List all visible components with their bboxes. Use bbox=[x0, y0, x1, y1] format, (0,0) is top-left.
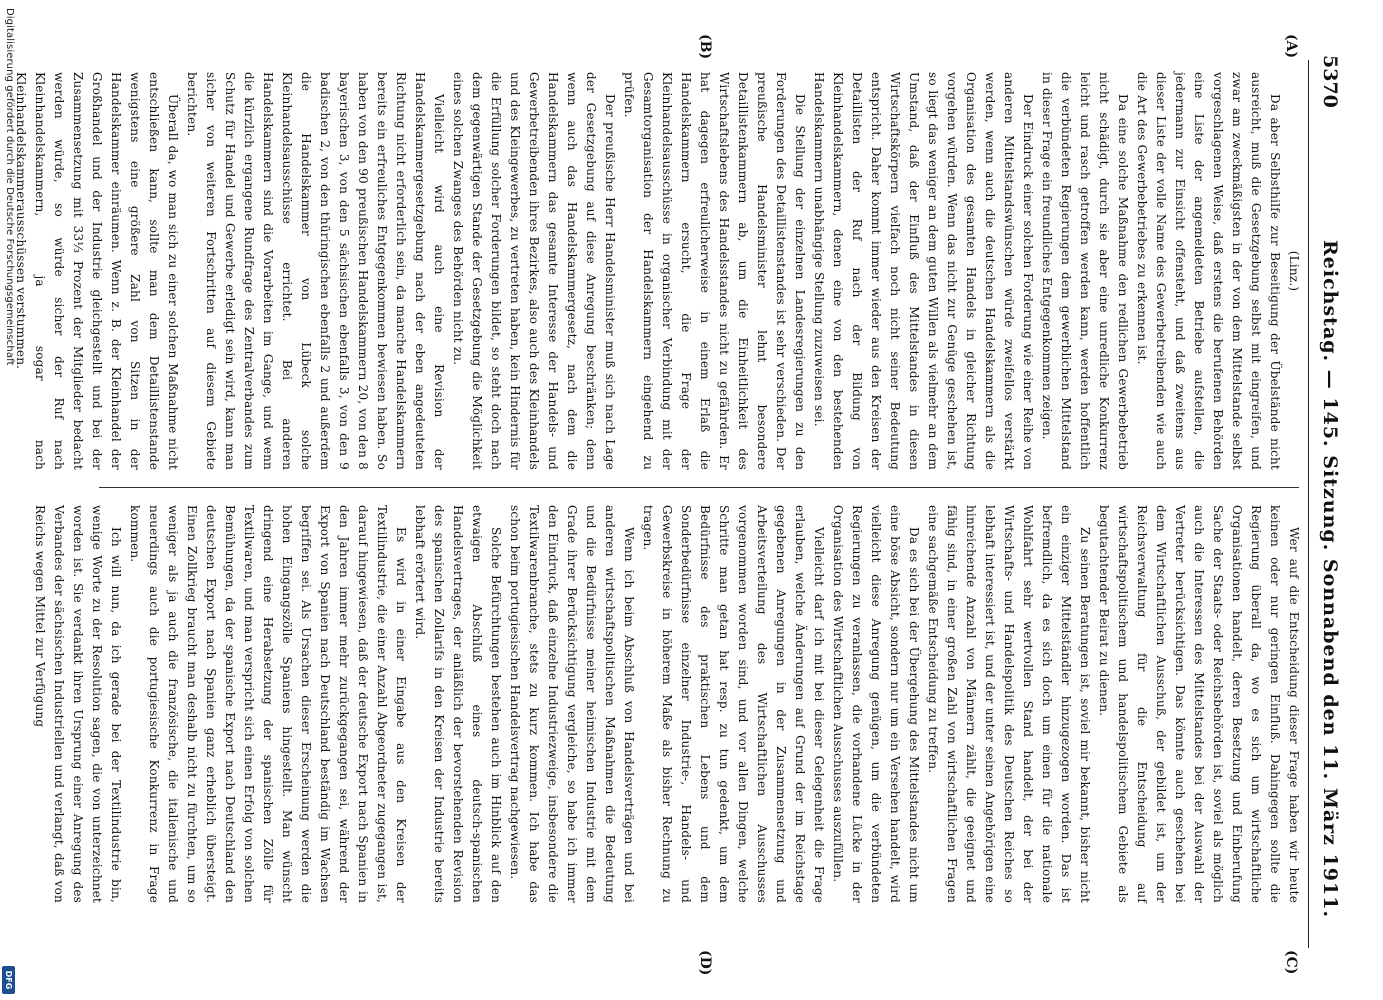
paragraph: Ich will nun, da ich gerade bei der Textilindustrie bin, wenige Worte zu der Resolution sagen, die von unterzeichnet worden ist. Sie verdankt ihren Ursprung einer Anregung des Verbandes der sächsischen Industriellen und verlangt, daß von Reichs wegen Mittel zur Verfügung bbox=[33, 505, 123, 903]
funding-note: Digitalisierung gefördert durch die Deutsche Forschungsgemeinschaft bbox=[4, 8, 15, 366]
paragraph: Solche Befürchtungen bestehen auch im Hinblick auf den etwaigen Abschluß eines deutsch-spanischen Handelsvertrages, der anläßlich der bevorstehenden Revision des spanischen Zollarifs in den Kreisen der Industrie bereits lebhaft erörtert wird. bbox=[413, 505, 503, 903]
paragraph: Der preußische Herr Handelsminister muß sich nach Lage der Gesetzgebung auf diese Anregung beschränken; denn wenn auch das Handelskammergesetz, nach dem die Handelskammern das gesamte Interesse der Handels- und Gewerbetreibenden ihres Bezirkes, also auch des Kleinhandels und des Kleingewerbes, zu vertreten haben, kein Hindernis für die Erfüllung solcher Forderungen bildet, so steht doch nach dem gegenwärtigen Stande der Gesetzgebung die Möglichkeit eines solchen Zwanges des Behörden nicht zu. bbox=[451, 72, 617, 470]
paragraph: Vielleicht wird auch eine Revision der Handelskammergesetzgebung nach der eben angedeuteten Richtung nicht erforderlich sein, da manche Handelskammern bereits ein erfreuliches Entgegenkommen bewiesen haben. So haben von den 90 preußischen Handelskammern 20, von den 8 bayerischen 3, von den 5 sächsischen ebenfalls 3, von den 9 badischen 2, von den thüringischen ebenfalls 2 und außerdem die Handelskammer von Lübeck solche Kleinhandelsausschüsse errichtet. Bei anderen Handelskammern sind die Vorarbeiten im Gange, und wenn die kürzlich ergangene Rundfrage des Zentralverbandes zum Schutz für Handel und Gewerbe erledigt sein wird, kann man sicher von weiteren Fortschritten auf diesem Gebiete berichten. bbox=[185, 72, 446, 470]
paragraph: Überall da, wo man sich zu einer solchen Maßnahme nicht entschließen kann, sollte man dem Detaillistenstande wenigstens eine größere Zahl von Sitzen in der Handelskammer einräumen. Wenn z. B. der Kleinhandel der Großhandel und der Industrie gleichgestellt und bei der Zusammensetzung mit 33⅓ Prozent der Mitglieder bedacht werden würde, so würde sicher der Ruf nach Kleinhandelskammern, ja sogar nach Kleinhandelskammerausschüssen verstummen. bbox=[14, 72, 180, 470]
margin-marker-d: (D) bbox=[697, 950, 713, 976]
paragraph: Zu seinen Beratungen ist, soviel mir bekannt, bisher nicht ein einziger Mittelständler hinzugezogen worden. Das ist befremdlich, da es sich doch um einen für die nationale Wohlfahrt sehr wertvollen Stand handelt, der bei der Wirtschafts- und Handelspolitik des Deutschen Reiches so lebhaft interessiert ist, und der unter seinen Angehörigen eine hinreichende Anzahl von Männern zählt, die geeignet und fähig sind, in einer großen Zahl von wirtschaftlichen Fragen eine sachgemäße Entscheidung zu treffen. bbox=[926, 505, 1092, 903]
digitization-notice bbox=[1, 0, 15, 1000]
right-column bbox=[30, 505, 1303, 903]
paragraph: Der Eindruck einer solchen Forderung wie einer Reihe von anderen Mittelstandswünschen würde zweifellos verstärkt werden, wenn auch die deutschen Handelskammern als die Organisation des gesamten Handels in gleicher Richtung vorgehen würden. Wenn das nicht zur Genüge geschehen ist, so liegt das weniger an dem guten Willen als vielmehr an dem Umstand, daß der Einfluß des Mittelstandes in diesen Wirtschaftskörpern vielfach noch nicht seiner Bedeutung entspricht. Daher kommt immer wieder aus den Kreisen der Detaillisten der Ruf nach der Bildung von Kleinhandelskammern, denen eine von den bestehenden Handelskammern unabhängige Stellung zuzuweisen sei. bbox=[812, 72, 1035, 470]
margin-marker-c: (C) bbox=[1283, 950, 1299, 975]
running-header bbox=[1313, 0, 1341, 1000]
margin-marker-b: (B) bbox=[697, 34, 713, 60]
column-divider bbox=[99, 487, 1299, 488]
left-column bbox=[11, 72, 1303, 470]
page-number: 5370 bbox=[1319, 55, 1341, 108]
paragraph: Die Stellung der einzelnen Landesregierungen zu den Forderungen des Detaillistenstandes ist sehr verschieden. Der preußische Handelsminister lehnt besondere Detaillistenkammern ab, um die Einheitlichkeit des Wirtschaftslebens des Handelsstandes nicht zu gefährden. Er hat dagegen erfreulicherweise in einem Erlaß die Handelskammern ersucht, die Frage der Kleinhandelsausschüsse in organischer Verbindung mit der Gesamtorganisation der Handelskammern eingehend zu prüfen. bbox=[622, 72, 807, 470]
paragraph: Vielleicht darf ich mit bei dieser Gelegenheit die Frage erlauben, welche Änderungen auf Grund der im Reichstage gegebenen Anregungen in der Zusammensetzung und Arbeitsverteilung des Wirtschaftlichen Ausschusses vorgenommen worden sind, und vor allen Dingen, welche Schritte man getan hat resp. zu tun gedenkt, um dem Bedürfnisse des praktischen Lebens und dem Sonderbedürfnisse einzelner Industrie-, Handels- und Gewerbskreise in höherem Maße als bisher Rechnung zu tragen. bbox=[641, 505, 826, 903]
speaker-name: (Linz.) bbox=[1287, 250, 1301, 292]
page-title: Reichstag. — 145. Sitzung. Sonnabend den 11. März 1911. bbox=[1319, 240, 1341, 919]
paragraph: Da eine solche Maßnahme den redlichen Gewerbebetrieb nicht schädigt, durch sie aber eine unredliche Konkurrenz leicht und rasch getroffen werden kann, werden hoffentlich die verbündeten Regierungen dem gewerblichen Mittelstand in dieser Frage ein freundliches Entgegenkommen zeigen. bbox=[1040, 72, 1130, 470]
dfg-logo: DFG bbox=[2, 966, 15, 994]
header-rule bbox=[1308, 60, 1309, 948]
paragraph: Wenn ich beim Abschluß von Handelsverträgen und bei anderen wirtschaftspolitischen Maßnahmen die Bedeutung und die Bedürfnisse meiner heimischen Industrie mit dem Grade ihrer Berücksichtigung vergleiche, so habe ich immer den Eindruck, daß einzelne Industriezweige, insbesondere die Textilwarenbranche, stets zu kurz kommen. Ich habe das schon beim portugiesischen Handelsvertrag nachgewiesen. bbox=[508, 505, 636, 903]
paragraph: Da aber Selbsthilfe zur Beseitigung der Übelstände nicht ausreicht, muß die Gesetzgebung selbst mit eingreifen, und zwar am zweckmäßigsten in der von dem Mittelstande selbst vorgeschlagenen Weise, daß erstens die berufenen Behörden eine Liste der angemeldeten Betriebe aufstellen, die jedermann zur Einsicht offensteht, und daß zweitens aus dieser Liste der volle Name des Gewerbetreibenden wie auch die Art des Gewerbebetriebes zu erkennen ist. bbox=[1135, 72, 1282, 470]
paragraph: Es wird in einer Eingabe aus den Kreisen der Textilindustrie, die einer Anzahl Abgeordneter zugegangen ist, darauf hingewiesen, daß der deutsche Export nach Spanien in den Jahren immer mehr zurückgegangen sei, während der Export von Spanien nach Deutschland beständig im Wachsen begriffen sei. Als Ursachen dieser Erscheinung werden die hohen Eingangszölle Spaniens hingestellt. Man wünscht dringend eine Herabsetzung der spanischen Zölle für Textilwaren, und man verspricht sich einen Erfolg von solchen Bemühungen, da der spanische Export nach Deutschland den deutschen Export nach Spanien ganz erheblich übersteigt. Einen Zollkrieg braucht man deshalb nicht zu fürchten, um so weniger als ja auch die französische, die italienische und neuerdings auch die portugiesische Konkurrenz in Frage kommen. bbox=[128, 505, 408, 903]
paragraph: Wer auf die Entscheidung dieser Frage haben wir heute keinen oder nur geringen Einfluß. Dahingegen sollte die Regierung überall da, wo es sich um wirtschaftliche Organisationen handelt, deren Besetzung und Einberufung Sache der Staats- oder Reichsbehörden ist, soviel als möglich auch die Interessen des Mittelstandes bei der Auswahl der Vertreter berücksichtigen. Das könnte auch geschehen bei dem Wirtschaftlichen Ausschuß, der gebildet ist, um der Reichsverwaltung für die Entscheidung auf wirtschaftspolitischem und handelspolitischem Gebiete als begutachtender Beirat zu dienen. bbox=[1097, 505, 1301, 903]
paragraph: Da es sich bei der Übergehung des Mittelstandes nicht um eine böse Absicht, sondern nur um ein Versehen handelt, wird vielleicht diese Anregung genügen, um die verbündeten Regierungen zu veranlassen, die vorhandene Lücke in der Organisation des Wirtschaftlichen Ausschusses auszufüllen. bbox=[831, 505, 921, 903]
margin-marker-a: (A) bbox=[1283, 34, 1299, 59]
